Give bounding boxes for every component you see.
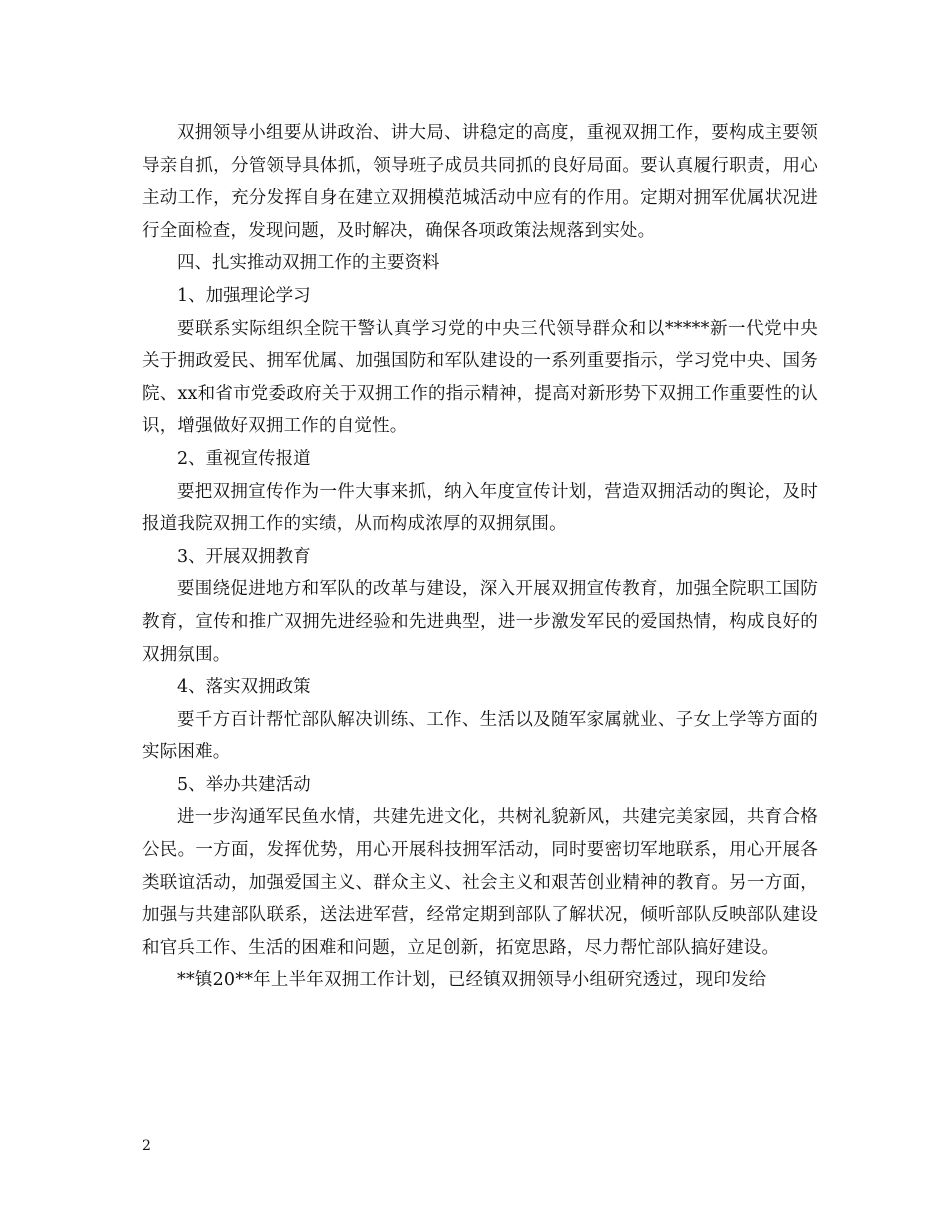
- subheading-policy: 4、落实双拥政策: [177, 677, 311, 698]
- paragraph-leadership: 双拥领导小组要从讲政治、讲大局、讲稳定的高度，重视双拥工作，要构成主要领导亲自抓，分管领导具体抓，领导班子成员共同抓的良好局面。要认真履行职责，用心主动工作，充分发挥自身在建立双拥模范城活动中应有的作用。定期对拥军优属状况进行全面检查，发现问题，及时解决，确保各项政策法规落到实处。: [142, 123, 818, 241]
- paragraph-theory-study: 要联系实际组织全院干警认真学习党的中央三代领导群众和以*****新一代党中央关于拥政爱民、拥军优属、加强国防和军队建设的一系列重要指示，学习党中央、国务院、xx和省市党委政府关于双拥工作的指示精神，提高对新形势下双拥工作重要性的认识，增强做好双拥工作的自觉性。: [142, 318, 818, 437]
- section-heading-four: 四、扎实推动双拥工作的主要资料: [177, 253, 440, 274]
- paragraph-education: 要围绕促进地方和军队的改革与建设，深入开展双拥宣传教育，加强全院职工国防教育，宣传和推广双拥先进经验和先进典型，进一步激发军民的爱国热情，构成良好的双拥氛围。: [142, 579, 818, 665]
- subheading-publicity: 2、重视宣传报道: [177, 448, 311, 469]
- paragraph-policy: 要千方百计帮忙部队解决训练、工作、生活以及随军家属就业、子女上学等方面的实际困难。: [142, 709, 818, 763]
- page-number: 2: [142, 1138, 151, 1154]
- paragraph-publicity: 要把双拥宣传作为一件大事来抓，纳入年度宣传计划，营造双拥活动的舆论，及时报道我院双拥工作的实绩，从而构成浓厚的双拥氛围。: [142, 481, 818, 535]
- document-body: [142, 117, 818, 997]
- subheading-joint-activities: 5、举办共建活动: [177, 774, 311, 795]
- subheading-theory-study: 1、加强理论学习: [177, 285, 311, 306]
- paragraph-joint-activities: 进一步沟通军民鱼水情，共建先进文化，共树礼貌新风，共建完美家园，共育合格公民。一方面，发挥优势，用心开展科技拥军活动，同时要密切军地联系，用心开展各类联谊活动，加强爱国主义、群众主义、社会主义和艰苦创业精神的教育。另一方面，加强与共建部队联系，送法进军营，经常定期到部队了解状况，倾听部队反映部队建设和官兵工作、生活的困难和问题，立足创新，拓宽思路，尽力帮忙部队搞好建设。: [142, 807, 818, 958]
- subheading-education: 3、开展双拥教育: [177, 546, 311, 567]
- paragraph-plan-notice: **镇20**年上半年双拥工作计划，已经镇双拥领导小组研究透过，现印发给: [177, 970, 767, 991]
